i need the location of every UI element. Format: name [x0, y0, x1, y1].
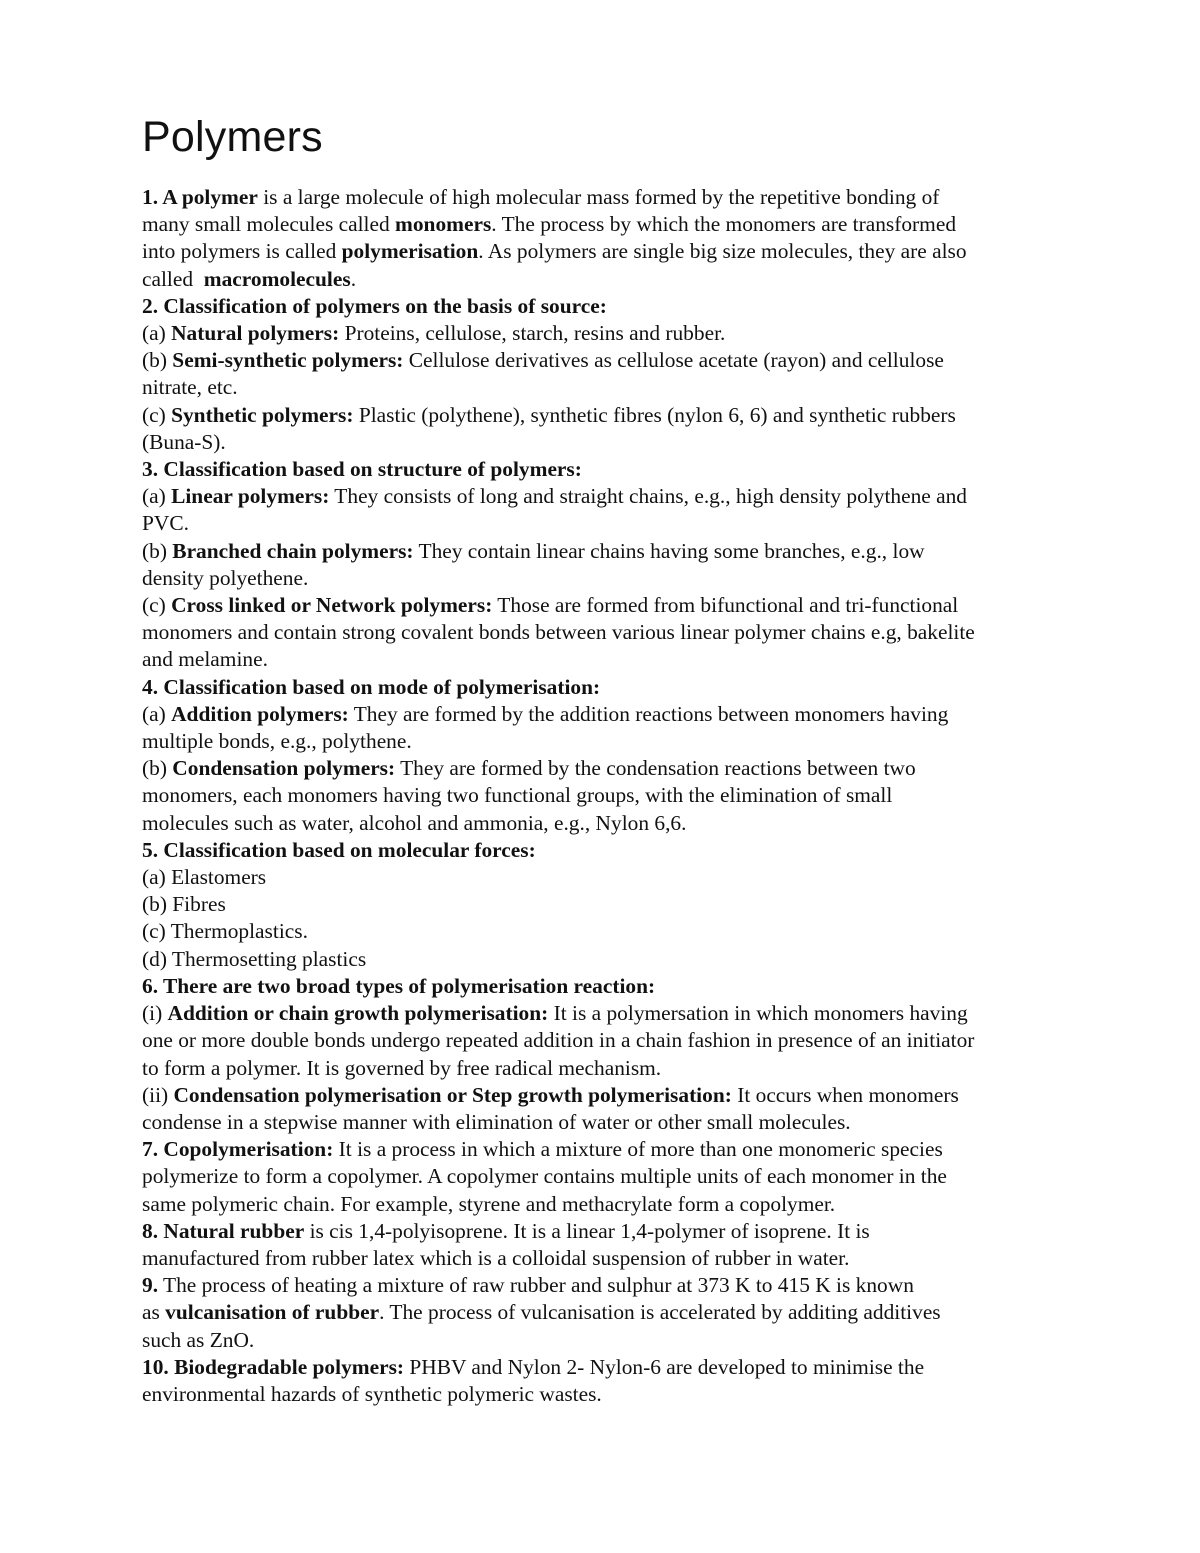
text-line — [142, 347, 1082, 374]
text-line — [142, 320, 1082, 347]
text-line — [142, 782, 1082, 809]
plain-text: The process of heating a mixture of raw rubber and sulphur at 373 K to 415 K is known — [158, 1273, 914, 1298]
text-line — [142, 538, 1082, 565]
bold-text: vulcanisation of rubber — [165, 1300, 380, 1325]
plain-text: PHBV and Nylon 2- Nylon-6 are developed to minimise the — [404, 1354, 925, 1379]
text-line — [142, 184, 1082, 211]
text-line — [142, 1163, 1082, 1190]
plain-text: (a) — [142, 701, 172, 726]
plain-text: condense in a stepwise manner with elimination of water or other small molecules. — [142, 1109, 851, 1134]
bold-text: macromolecules — [203, 266, 351, 291]
text-line — [142, 755, 1082, 782]
text-line — [142, 1136, 1082, 1163]
text-line — [142, 1055, 1082, 1082]
text-line — [142, 211, 1082, 238]
text-line — [142, 701, 1082, 728]
plain-text: nitrate, etc. — [142, 375, 238, 400]
plain-text: It is a process in which a mixture of more than one monomeric species — [333, 1137, 943, 1162]
plain-text: They are formed by the condensation reactions between two — [395, 756, 916, 781]
plain-text: (c) — [142, 402, 172, 427]
plain-text: . The process by which the monomers are transformed — [491, 212, 957, 237]
plain-text: molecules such as water, alcohol and ammonia, e.g., Nylon 6,6. — [142, 810, 687, 835]
bold-text: monomers — [395, 212, 492, 237]
plain-text: one or more double bonds undergo repeated addition in a chain fashion in presence of an initiator — [142, 1028, 975, 1053]
text-line — [142, 293, 1082, 320]
text-line — [142, 864, 1082, 891]
plain-text: (a) — [142, 321, 172, 346]
plain-text: (i) — [142, 1001, 168, 1026]
text-line — [142, 374, 1082, 401]
bold-text: polymerisation — [341, 239, 479, 264]
text-line — [142, 1027, 1082, 1054]
plain-text: is cis 1,4-polyisoprene. It is a linear 1,4-polymer of isoprene. It is — [304, 1218, 870, 1243]
bold-text: 7. Copolymerisation: — [142, 1137, 334, 1162]
text-line — [142, 402, 1082, 429]
document-body — [142, 184, 1082, 1408]
bold-text: 8. Natural rubber — [142, 1218, 305, 1243]
text-line — [142, 973, 1082, 1000]
text-line — [142, 619, 1082, 646]
plain-text: environmental hazards of synthetic polymeric wastes. — [142, 1381, 602, 1406]
text-line — [142, 728, 1082, 755]
plain-text: It is a polymersation in which monomers having — [548, 1001, 968, 1026]
plain-text: called — [142, 266, 204, 291]
plain-text: is a large molecule of high molecular mass formed by the repetitive bonding of — [257, 185, 940, 209]
bold-text: Linear polymers: — [171, 484, 330, 509]
bold-text: 6. There are two broad types of polymerisation reaction: — [142, 973, 656, 998]
bold-text: Condensation polymers: — [172, 756, 396, 781]
text-line — [142, 565, 1082, 592]
plain-text: It occurs when monomers — [731, 1082, 959, 1107]
bold-text: Cross linked or Network polymers: — [171, 593, 493, 618]
bold-text: 5. Classification based on molecular forces: — [142, 837, 536, 862]
text-line — [142, 837, 1082, 864]
plain-text: (d) Thermosetting plastics — [142, 946, 367, 971]
text-line — [142, 1272, 1082, 1299]
text-line — [142, 674, 1082, 701]
text-line — [142, 238, 1082, 265]
bold-text: 3. Classification based on structure of polymers: — [142, 457, 582, 482]
plain-text: They contain linear chains having some branches, e.g., low — [413, 538, 925, 563]
plain-text: and melamine. — [142, 647, 268, 672]
plain-text: manufactured from rubber latex which is a colloidal suspension of rubber in water. — [142, 1245, 850, 1270]
bold-text: Addition polymers: — [171, 701, 349, 726]
bold-text: Branched chain polymers: — [172, 538, 414, 563]
text-line — [142, 646, 1082, 673]
plain-text: Plastic (polythene), synthetic fibres (nylon 6, 6) and synthetic rubbers — [353, 402, 956, 427]
text-line — [142, 891, 1082, 918]
plain-text: such as ZnO. — [142, 1327, 255, 1352]
plain-text: Proteins, cellulose, starch, resins and rubber. — [339, 321, 726, 346]
text-line — [142, 810, 1082, 837]
plain-text: to form a polymer. It is governed by free radical mechanism. — [142, 1055, 662, 1080]
plain-text: PVC. — [142, 511, 189, 536]
plain-text: multiple bonds, e.g., polythene. — [142, 729, 412, 754]
text-line — [142, 483, 1082, 510]
text-line — [142, 918, 1082, 945]
plain-text: many small molecules called — [142, 212, 396, 237]
text-line — [142, 1109, 1082, 1136]
plain-text: (b) — [142, 756, 173, 781]
plain-text: (a) — [142, 484, 172, 509]
plain-text: (b) — [142, 538, 173, 563]
plain-text: density polyethene. — [142, 565, 309, 590]
text-line — [142, 1000, 1082, 1027]
bold-text: 10. Biodegradable polymers: — [142, 1354, 405, 1379]
plain-text: Cellulose derivatives as cellulose acetate (rayon) and cellulose — [403, 348, 944, 373]
text-line — [142, 946, 1082, 973]
plain-text: (Buna-S). — [142, 429, 226, 454]
bold-text: Addition or chain growth polymerisation: — [167, 1001, 549, 1026]
plain-text: Those are formed from bifunctional and tri-functional — [492, 593, 959, 618]
bold-text: 1. A polymer — [142, 185, 258, 209]
bold-text: Semi-synthetic polymers: — [172, 348, 404, 373]
text-line — [142, 1082, 1082, 1109]
plain-text: (b) Fibres — [142, 892, 226, 917]
page-title: Polymers — [142, 113, 323, 161]
text-line — [142, 1245, 1082, 1272]
plain-text: same polymeric chain. For example, styrene and methacrylate form a copolymer. — [142, 1191, 836, 1216]
text-line — [142, 1327, 1082, 1354]
plain-text: into polymers is called — [142, 239, 342, 264]
bold-text: 2. Classification of polymers on the basis of source: — [142, 293, 607, 318]
bold-text: Condensation polymerisation or Step growth polymerisation: — [173, 1082, 732, 1107]
text-line — [142, 1191, 1082, 1218]
plain-text: . The process of vulcanisation is accelerated by additing additives — [379, 1300, 941, 1325]
plain-text: They are formed by the addition reactions between monomers having — [348, 701, 949, 726]
text-line — [142, 456, 1082, 483]
plain-text: (c) Thermoplastics. — [142, 919, 308, 944]
text-line — [142, 266, 1082, 293]
text-line — [142, 1381, 1082, 1408]
plain-text: (b) — [142, 348, 173, 373]
text-line — [142, 1299, 1082, 1326]
text-line — [142, 1218, 1082, 1245]
text-line — [142, 510, 1082, 537]
plain-text: . As polymers are single big size molecules, they are also — [478, 239, 967, 264]
bold-text: Natural polymers: — [171, 321, 340, 346]
bold-text: 4. Classification based on mode of polymerisation: — [142, 674, 601, 699]
text-line — [142, 592, 1082, 619]
bold-text: Synthetic polymers: — [171, 402, 354, 427]
document-page — [142, 108, 1082, 1408]
bold-text: 9. — [142, 1273, 159, 1298]
plain-text: monomers, each monomers having two functional groups, with the elimination of small — [142, 783, 893, 808]
plain-text: They consists of long and straight chains, e.g., high density polythene and — [329, 484, 967, 509]
text-line — [142, 1354, 1082, 1381]
plain-text: (a) Elastomers — [142, 865, 267, 890]
plain-text: monomers and contain strong covalent bonds between various linear polymer chains e.g, bakelite — [142, 620, 975, 645]
plain-text: polymerize to form a copolymer. A copolymer contains multiple units of each monomer in the — [142, 1164, 947, 1189]
plain-text: as — [142, 1300, 166, 1325]
plain-text: (ii) — [142, 1082, 174, 1107]
plain-text: (c) — [142, 593, 172, 618]
plain-text: . — [350, 266, 357, 291]
text-line — [142, 429, 1082, 456]
